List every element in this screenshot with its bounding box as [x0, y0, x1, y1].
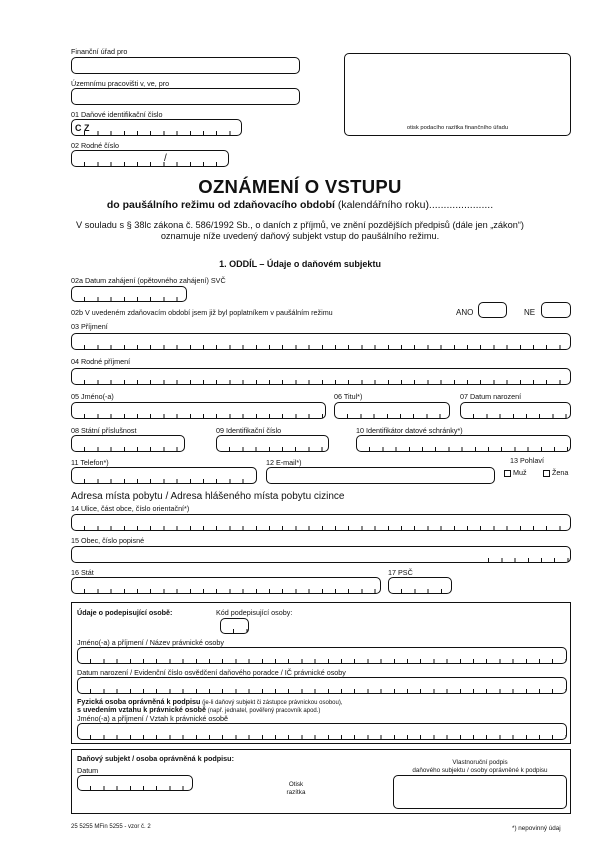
signer-code-label: Kód podepisující osoby: [216, 608, 293, 617]
signer-dob-label: Datum narození / Evidenční číslo osvědčení daňového poradce / IČ právnické osoby [77, 668, 346, 677]
email-field[interactable] [266, 467, 495, 484]
signer-name-label: Jméno(-a) a příjmení / Název právnické osoby [77, 638, 225, 647]
dic-label: 01 Daňové identifikační číslo [71, 110, 163, 119]
gender-male[interactable] [504, 468, 527, 477]
citizenship-field[interactable] [71, 435, 185, 452]
dic-prefix: C Z [75, 123, 90, 133]
tax-office-field[interactable] [71, 57, 300, 74]
rc-separator: / [164, 153, 167, 164]
female-checkbox[interactable] [543, 470, 550, 477]
ne-label: NE [524, 308, 536, 317]
f10-label: 10 Identifikátor datové schránky*) [356, 426, 463, 435]
address-heading: Adresa místa pobytu / Adresa hlášeného místa pobytu cizince [71, 491, 345, 502]
country-field[interactable] [71, 577, 381, 594]
signer-heading: Údaje o podepisující osobě: [77, 608, 173, 617]
stamp-box [344, 53, 571, 136]
male-label: Muž [513, 468, 527, 477]
male-checkbox[interactable] [504, 470, 511, 477]
dic-field[interactable] [71, 119, 242, 136]
subtitle-rest: (kalendářního roku)...................... [334, 199, 494, 211]
f11-label: 11 Telefon*) [71, 458, 109, 467]
f09-label: 09 Identifikační číslo [216, 426, 282, 435]
f16-label: 16 Stát [71, 568, 94, 577]
house-number-ticks [476, 558, 570, 562]
section-1-heading: 1. ODDÍL – Údaje o daňovém subjektu [219, 259, 381, 269]
signature-heading: Daňový subjekt / osoba oprávněná k podpisu: [77, 754, 234, 763]
f03-label: 03 Příjmení [71, 322, 108, 331]
ano-box[interactable] [478, 302, 507, 318]
relation-bold: s uvedením vztahu k právnické osobě [77, 705, 207, 714]
form-code: 25 5255 MFin 5255 - vzor č. 2 [71, 824, 151, 830]
rc-label: 02 Rodné číslo [71, 141, 119, 150]
signature-field[interactable] [393, 775, 567, 809]
relation-field[interactable] [77, 723, 567, 740]
workplace-field[interactable] [71, 88, 300, 105]
gender-female[interactable] [543, 468, 568, 477]
intro-paragraph: V souladu s § 38lc zákona č. 586/1992 Sb., o daních z příjmů, ve znění pozdějších předpisů (dále jen „zákon“) oznamuje níže uvedený daňový subjekt vstup do paušálního režimu. [76, 220, 524, 241]
municipality-field[interactable] [71, 546, 571, 563]
form-subtitle [0, 199, 600, 211]
ico-field[interactable] [216, 435, 329, 452]
signer-dob-field[interactable] [77, 677, 567, 694]
form-title: OZNÁMENÍ O VSTUPU [198, 176, 402, 197]
relation-note: (např. jednatel, pověřený pracovník apod.) [206, 708, 321, 714]
stamp-caption: otisk podacího razítka finančního úřadu [406, 125, 509, 131]
birth-surname-field[interactable] [71, 368, 571, 385]
f07-label: 07 Datum narození [460, 392, 522, 401]
databox-field[interactable] [356, 435, 571, 452]
ano-label: ANO [456, 308, 474, 317]
first-name-field[interactable] [71, 402, 326, 419]
f17-label: 17 PSČ [388, 568, 413, 577]
phone-field[interactable] [71, 467, 257, 484]
f12-label: 12 E-mail*) [266, 458, 302, 467]
signer-code-field[interactable] [220, 618, 249, 634]
natural-bold: Fyzická osoba oprávněná k podpisu [77, 697, 201, 706]
f08-label: 08 Státní příslušnost [71, 426, 137, 435]
ne-box[interactable] [541, 302, 571, 318]
title-field[interactable] [334, 402, 450, 419]
stamp-label-1: Otisk [288, 781, 304, 788]
f04-label: 04 Rodné příjmení [71, 357, 131, 366]
f05-label: 05 Jméno(-a) [71, 392, 114, 401]
relation-label: Jméno(-a) a příjmení / Vztah k právnické osobě [77, 714, 229, 723]
start-date-field[interactable] [71, 286, 187, 302]
workplace-label: Územnímu pracovišti v, ve, pro [71, 79, 170, 88]
date-label: Datum [77, 766, 99, 775]
f02b-label: 02b V uvedeném zdaňovacím období jsem již byl poplatníkem v paušálním režimu [71, 308, 333, 317]
optional-note: *) nepovinný údaj [512, 825, 561, 832]
f06-label: 06 Titul*) [334, 392, 363, 401]
signer-name-field[interactable] [77, 647, 567, 664]
female-label: Žena [552, 468, 569, 477]
surname-field[interactable] [71, 333, 571, 350]
street-field[interactable] [71, 514, 571, 531]
rc-field[interactable] [71, 150, 229, 167]
subtitle-bold: do paušálního režimu od zdaňovacího období [106, 199, 335, 211]
f15-label: 15 Obec, číslo popisné [71, 536, 145, 545]
signature-date-field[interactable] [77, 775, 193, 791]
f02a-label: 02a Datum zahájení (opětovného zahájení) SVČ [71, 276, 226, 285]
f14-label: 14 Ulice, část obce, číslo orientační*) [71, 504, 190, 513]
natural-note: (je-li daňový subjekt či zástupce právnickou osobou), [200, 700, 343, 706]
zip-field[interactable] [388, 577, 452, 594]
sig-label-1: Vlastnoruční podpis [452, 759, 508, 766]
f13-label: 13 Pohlaví [510, 456, 544, 465]
sig-label-2: daňového subjektu / osoby oprávněné k podpisu [412, 767, 548, 774]
tax-office-label: Finanční úřad pro [71, 47, 128, 56]
stamp-label-2: razítka [286, 789, 306, 796]
birth-date-field[interactable] [460, 402, 571, 419]
